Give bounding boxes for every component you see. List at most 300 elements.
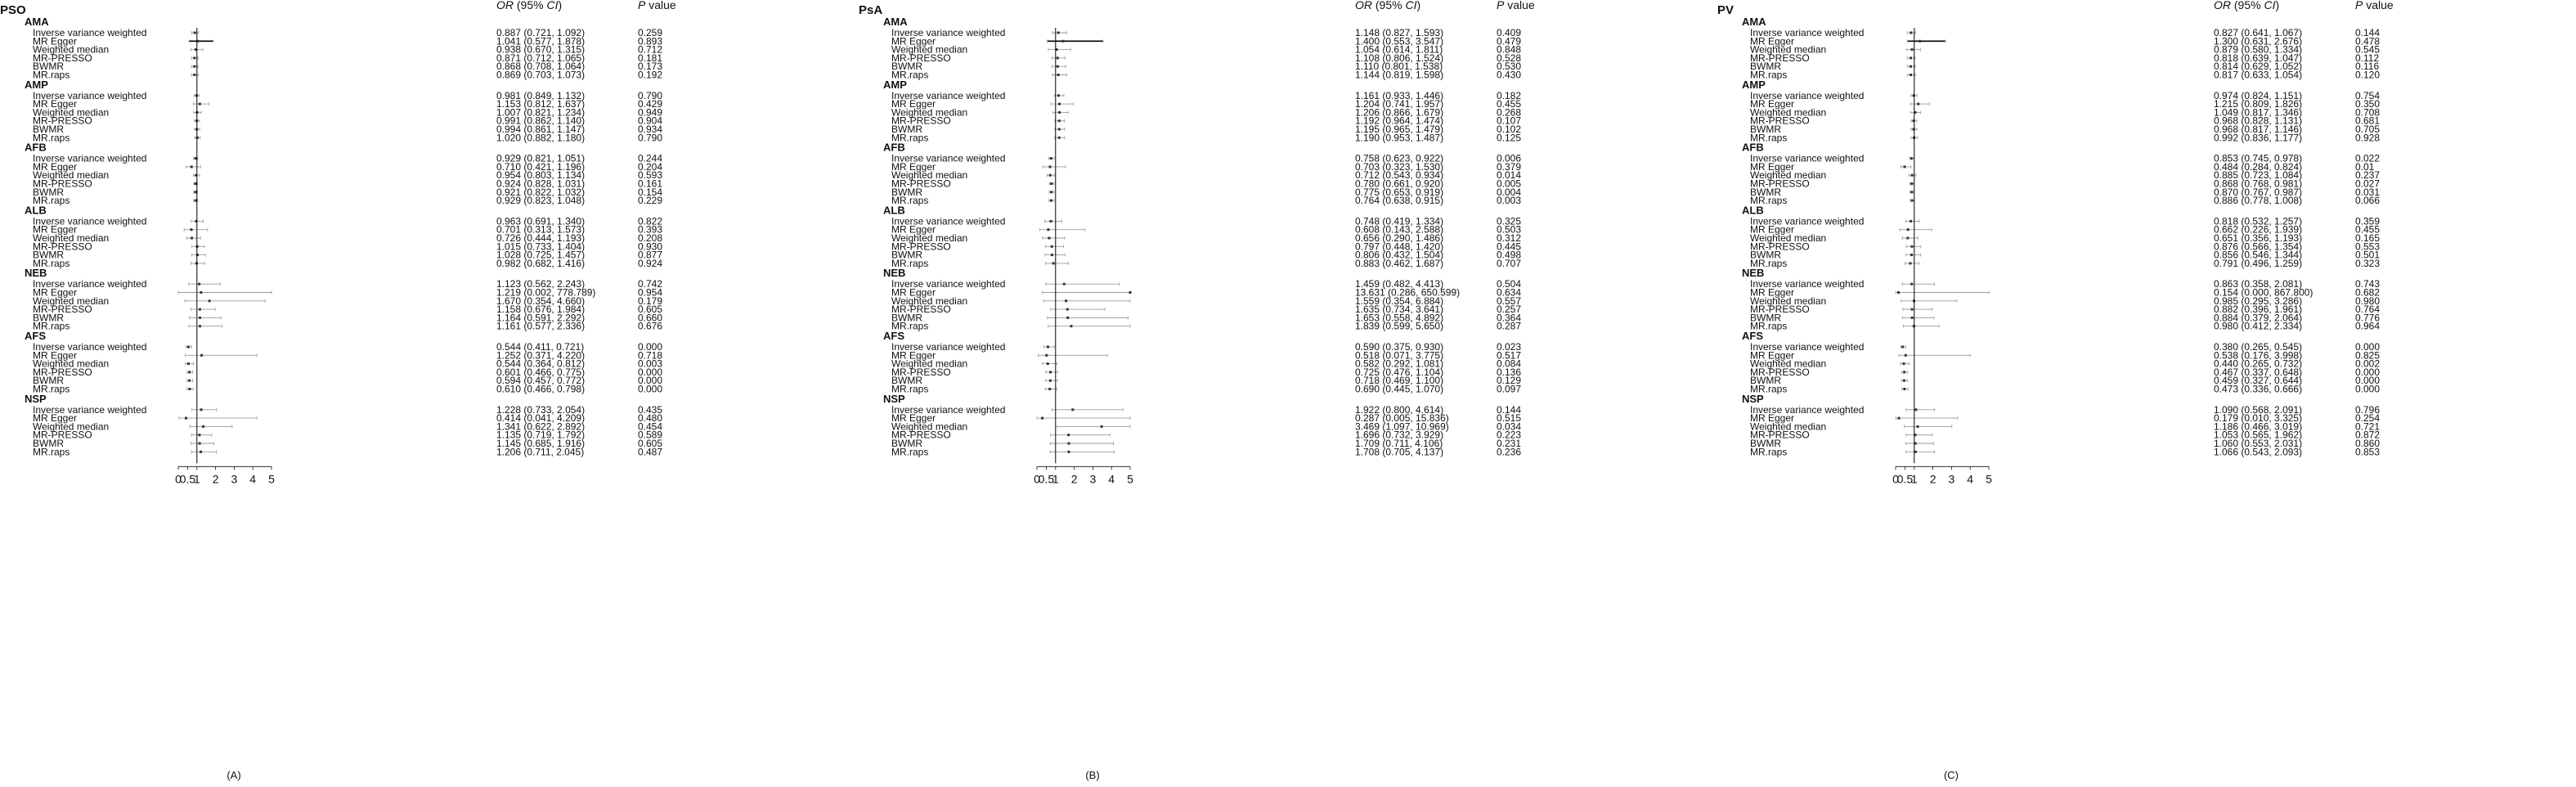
p-value: 0.754 [2355,89,2381,101]
p-value: 0.084 [1497,358,1522,370]
method-label: MR Egger [1750,349,1795,362]
or-point [1903,380,1905,382]
x-tick-label: 1 [1910,472,1918,486]
x-tick-label: 2 [1070,472,1078,486]
or-ci-value: 0.651 (0.356, 1.193) [2214,232,2303,244]
or-point [1050,182,1052,185]
p-value: 0.257 [1497,304,1522,316]
p-value: 0.796 [2355,403,2381,416]
column-header-or: OR (95% CI) [2214,0,2280,11]
p-value: 0.790 [638,89,663,101]
method-label: Weighted median [33,420,110,433]
or-ci-value: 0.827 (0.641, 1.067) [2214,27,2303,38]
method-label: MR-PRESSO [1750,304,1810,316]
method-label: Weighted median [33,295,110,307]
p-value: 0.000 [2355,366,2381,378]
or-ci-value: 1.144 (0.819, 1.598) [1355,69,1444,81]
p-value: 0.005 [1497,178,1522,190]
group-label-afs: AFS [1742,330,1763,342]
or-point [1910,191,1913,193]
method-label: MR.raps [33,320,70,332]
or-point [199,308,201,311]
p-value: 0.006 [1497,152,1522,164]
p-value: 0.712 [638,43,663,56]
or-ci-value: 0.985 (0.295, 3.286) [2214,295,2303,307]
method-label: Weighted median [891,43,968,56]
method-label: BWMR [1750,124,1781,135]
or-point [1067,434,1070,436]
method-label: Inverse variance weighted [1750,215,1865,227]
or-ci-value: 0.701 (0.313, 1.573) [496,223,586,236]
p-value: 0.002 [2355,358,2381,370]
p-value: 0.822 [638,215,663,227]
p-value: 0.000 [638,366,663,378]
p-value: 0.718 [638,349,663,362]
panel-caption: (C) [1943,769,1959,781]
p-value: 0.517 [1497,349,1522,362]
or-point [194,32,196,34]
or-point [1052,262,1055,264]
or-point [191,165,193,168]
or-point [200,354,203,357]
method-label: Weighted median [33,232,110,244]
method-label: BWMR [891,375,922,387]
or-point [1049,380,1052,382]
or-point [1904,165,1906,168]
p-value: 0.743 [2355,278,2381,290]
or-point [188,371,191,373]
p-value: 0.480 [638,412,663,425]
p-value: 0.223 [1497,429,1522,441]
p-value: 0.023 [1497,341,1522,353]
or-ci-value: 0.287 (0.005, 15.836) [1355,412,1449,425]
p-value: 0.254 [2355,412,2381,425]
method-label: Weighted median [1750,106,1827,119]
or-ci-value: 0.963 (0.691, 1.340) [496,215,586,227]
p-value: 0.479 [1497,35,1522,47]
or-point [1911,48,1914,51]
or-ci-value: 0.870 (0.767, 0.987) [2214,186,2303,198]
x-tick-label: 4 [1967,472,1974,486]
or-ci-value: 0.818 (0.532, 1.257) [2214,215,2303,227]
method-label: Inverse variance weighted [33,27,147,38]
or-point [198,434,200,436]
method-label: MR-PRESSO [891,115,951,127]
or-point [1067,451,1070,453]
method-label: MR.raps [33,69,70,81]
p-value: 0.949 [638,106,663,119]
or-point [187,346,190,349]
method-label: MR-PRESSO [33,178,92,190]
forest-panel-psa [859,0,1535,781]
or-point [193,56,195,59]
group-label-nsp: NSP [25,392,47,405]
method-label: MR Egger [1750,160,1795,173]
method-label: Inverse variance weighted [891,89,1006,101]
method-label: BWMR [33,61,64,73]
or-ci-value: 0.791 (0.496, 1.259) [2214,257,2303,269]
or-ci-value: 0.929 (0.821, 1.051) [496,152,586,164]
or-ci-value: 0.886 (0.778, 1.008) [2214,195,2303,207]
p-value: 0.173 [638,61,663,73]
or-ci-value: 1.670 (0.354, 4.660) [496,295,586,307]
or-point [1057,74,1060,76]
method-label: Weighted median [891,358,968,370]
or-point [1129,291,1132,294]
group-label-nsp: NSP [1742,392,1764,405]
method-label: BWMR [891,312,922,324]
or-point [1050,220,1052,223]
p-value: 0.000 [638,341,663,353]
or-point [195,182,197,185]
p-value: 0.605 [638,438,663,449]
method-label: MR-PRESSO [33,52,92,64]
or-point [1058,128,1061,131]
p-value: 0.003 [638,358,663,370]
p-value: 0.179 [638,295,663,307]
or-point [1910,56,1912,59]
or-ci-value: 1.300 (0.631, 2.676) [2214,35,2303,47]
method-label: MR-PRESSO [891,304,951,316]
p-value: 0.605 [638,304,663,316]
p-value: 0.530 [1497,61,1522,73]
p-value: 0.192 [638,69,663,81]
group-label-ama: AMA [25,16,49,28]
group-label-alb: ALB [883,204,905,217]
p-value: 0.893 [638,35,663,47]
method-label: MR.raps [891,69,929,81]
or-point [1049,174,1052,177]
or-ci-value: 0.817 (0.633, 1.054) [2214,69,2303,81]
method-label: Weighted median [1750,169,1827,182]
p-value: 0.764 [2355,304,2381,316]
p-value: 0.000 [638,383,663,395]
or-point [1903,362,1905,365]
or-ci-value: 0.154 (0.000, 867.800) [2214,286,2313,299]
or-point [1911,200,1914,202]
method-label: BWMR [891,124,922,135]
or-ci-value: 0.710 (0.421, 1.196) [496,160,586,173]
or-point [1065,299,1067,302]
or-point [1057,32,1060,34]
method-label: MR Egger [1750,35,1795,47]
or-ci-value: 0.868 (0.708, 1.064) [496,61,586,73]
or-point [200,408,202,411]
or-ci-value: 1.123 (0.562, 2.243) [496,278,586,290]
p-value: 0.000 [2355,375,2381,387]
p-value: 0.676 [638,320,663,332]
or-point [1906,237,1909,240]
method-label: MR Egger [33,349,78,362]
method-label: BWMR [891,186,922,198]
method-label: Inverse variance weighted [33,215,147,227]
method-label: MR.raps [1750,69,1788,81]
p-value: 0.154 [638,186,663,198]
method-label: Inverse variance weighted [891,278,1006,290]
x-tick-label: 0 [175,472,182,486]
or-ci-value: 1.341 (0.622, 2.892) [496,420,586,433]
x-tick-label: 0.5 [1896,472,1914,486]
or-ci-value: 0.440 (0.265, 0.732) [2214,358,2303,370]
or-ci-value: 0.179 (0.010, 3.325) [2214,412,2303,425]
or-ci-value: 1.219 (0.002, 778.789) [496,286,596,299]
column-header-p: P value [1497,0,1535,11]
method-label: MR Egger [33,412,78,425]
or-ci-value: 0.758 (0.623, 0.922) [1355,152,1444,164]
p-value: 0.455 [2355,223,2381,236]
p-value: 0.236 [1497,446,1522,458]
or-ci-value: 0.601 (0.466, 0.775) [496,366,586,378]
method-label: MR Egger [891,160,936,173]
method-label: MR.raps [891,383,929,395]
or-point [202,425,204,428]
x-tick-label: 5 [1986,472,1992,486]
or-ci-value: 1.192 (0.964, 1.474) [1355,115,1444,127]
or-ci-value: 0.459 (0.327, 0.644) [2214,375,2303,387]
method-label: MR Egger [1750,223,1795,236]
method-label: BWMR [1750,312,1781,324]
method-label: BWMR [1750,186,1781,198]
or-ci-value: 0.748 (0.419, 1.334) [1355,215,1444,227]
p-value: 0.445 [1497,241,1522,253]
p-value: 0.848 [1497,43,1522,56]
or-ci-value: 0.853 (0.745, 0.978) [2214,152,2303,164]
or-ci-value: 1.060 (0.553, 2.031) [2214,438,2303,449]
p-value: 0.964 [2355,320,2381,332]
method-label: Weighted median [1750,295,1827,307]
p-value: 0.593 [638,169,663,182]
method-label: Inverse variance weighted [33,341,147,353]
or-point [195,200,197,202]
or-ci-value: 0.725 (0.476, 1.104) [1355,366,1444,378]
method-label: Weighted median [33,106,110,119]
or-point [1903,388,1905,390]
x-tick-label: 3 [1089,472,1097,486]
or-ci-value: 0.879 (0.580, 1.334) [2214,43,2303,56]
or-ci-value: 1.215 (0.809, 1.826) [2214,98,2303,110]
or-ci-value: 0.380 (0.265, 0.545) [2214,341,2303,353]
group-label-alb: ALB [1742,204,1764,217]
or-point [199,103,201,106]
or-ci-value: 1.110 (0.801, 1.538) [1355,61,1443,73]
p-value: 0.107 [1497,115,1522,127]
p-value: 0.000 [2355,383,2381,395]
or-ci-value: 0.994 (0.861, 1.147) [496,124,586,135]
p-value: 0.515 [1497,412,1522,425]
or-point [1058,103,1061,106]
group-label-afs: AFS [883,330,904,342]
p-value: 0.528 [1497,52,1522,64]
method-label: Inverse variance weighted [33,152,147,164]
or-point [209,299,211,302]
method-label: MR-PRESSO [33,429,92,441]
or-ci-value: 1.696 (0.732, 3.929) [1355,429,1444,441]
or-ci-value: 1.135 (0.719, 1.792) [496,429,586,441]
p-value: 0.872 [2355,429,2381,441]
or-point [1057,56,1059,59]
or-ci-value: 0.718 (0.469, 1.100) [1355,375,1444,387]
x-tick-label: 3 [1948,472,1955,486]
p-value: 0.853 [2355,446,2381,458]
method-label: MR-PRESSO [33,304,92,316]
method-label: Weighted median [891,420,968,433]
or-ci-value: 1.400 (0.553, 3.547) [1355,35,1444,47]
or-point [1911,174,1914,177]
or-ci-value: 0.662 (0.226, 1.939) [2214,223,2303,236]
p-value: 0.165 [2355,232,2381,244]
method-label: MR Egger [33,160,78,173]
or-point [1910,182,1913,185]
method-label: MR.raps [33,257,70,269]
or-ci-value: 0.929 (0.823, 1.048) [496,195,586,207]
or-ci-value: 0.544 (0.411, 0.721) [496,341,585,353]
panel-caption: (B) [1085,769,1100,781]
or-ci-value: 1.145 (0.685, 1.916) [496,438,586,449]
or-point [1897,291,1900,294]
p-value: 0.325 [1497,215,1522,227]
p-value: 0.031 [2355,186,2381,198]
or-ci-value: 0.414 (0.041, 4.209) [496,412,586,425]
x-tick-label: 0 [1892,472,1899,486]
or-point [188,388,191,390]
p-value: 0.379 [1497,160,1522,173]
or-point [1910,32,1912,34]
or-ci-value: 1.204 (0.741, 1.957) [1355,98,1444,110]
p-value: 0.501 [2355,249,2381,261]
method-label: Weighted median [891,106,968,119]
p-value: 0.014 [1497,169,1522,182]
method-label: MR Egger [891,412,936,425]
p-value: 0.557 [1497,295,1522,307]
p-value: 0.066 [2355,195,2381,207]
method-label: MR.raps [33,132,70,144]
p-value: 0.776 [2355,312,2381,324]
method-label: MR Egger [891,98,936,110]
x-tick-label: 0.5 [1038,472,1055,486]
or-ci-value: 0.871 (0.712, 1.065) [496,52,586,64]
forest-panel-pso [0,0,676,781]
or-ci-value: 0.883 (0.462, 1.687) [1355,257,1444,269]
method-label: Weighted median [1750,358,1827,370]
or-ci-value: 1.108 (0.806, 1.524) [1355,52,1444,64]
or-point [1049,165,1052,168]
method-label: Weighted median [891,232,968,244]
or-point [194,191,196,193]
or-ci-value: 1.459 (0.482, 4.413) [1355,278,1444,290]
x-tick-label: 1 [1052,472,1059,486]
p-value: 0.860 [2355,438,2381,449]
p-value: 0.000 [2355,341,2381,353]
p-value: 0.204 [638,160,663,173]
or-ci-value: 13.631 (0.286, 650.599) [1355,286,1461,299]
forest-panel-pv [1717,0,2394,781]
method-label: MR.raps [891,195,929,207]
p-value: 0.003 [1497,195,1522,207]
method-label: BWMR [891,61,922,73]
method-label: MR.raps [891,132,929,144]
or-point [200,451,202,453]
or-point [1051,245,1053,248]
or-ci-value: 1.186 (0.466, 3.019) [2214,420,2303,433]
or-point [1071,408,1074,411]
method-label: MR.raps [1750,446,1788,458]
or-ci-value: 1.709 (0.711, 4.106) [1355,438,1443,449]
x-tick-label: 1 [193,472,200,486]
method-label: Weighted median [1750,232,1827,244]
or-point [1907,228,1910,231]
group-label-ama: AMA [883,16,908,28]
method-label: MR.raps [891,446,929,458]
method-label: Weighted median [33,169,110,182]
or-ci-value: 1.041 (0.577, 1.878) [496,35,586,47]
or-ci-value: 0.467 (0.337, 0.648) [2214,366,2303,378]
p-value: 0.545 [2355,43,2381,56]
group-label-afb: AFB [25,141,47,154]
method-label: MR.raps [33,195,70,207]
x-tick-label: 0.5 [179,472,196,486]
method-label: Inverse variance weighted [33,89,147,101]
method-label: MR-PRESSO [33,115,92,127]
group-label-afb: AFB [883,141,905,154]
p-value: 0.129 [1497,375,1522,387]
group-label-nsp: NSP [883,392,905,405]
p-value: 0.034 [1497,420,1522,433]
or-ci-value: 0.991 (0.862, 1.140) [496,115,586,127]
method-label: MR.raps [891,320,929,332]
or-ci-value: 1.049 (0.817, 1.346) [2214,106,2303,119]
or-ci-value: 1.839 (0.599, 5.650) [1355,320,1444,332]
method-label: MR-PRESSO [891,241,951,253]
p-value: 0.181 [638,52,663,64]
or-point [199,317,201,319]
group-label-neb: NEB [1742,267,1765,280]
p-value: 0.116 [2355,61,2380,73]
method-label: BWMR [33,124,64,135]
or-ci-value: 1.195 (0.965, 1.479) [1355,124,1444,135]
method-label: MR.raps [1750,320,1788,332]
method-label: Inverse variance weighted [1750,403,1865,416]
or-point [1047,362,1049,365]
method-label: MR Egger [33,35,78,47]
or-point [1917,425,1919,428]
p-value: 0.980 [2355,295,2381,307]
p-value: 0.237 [2355,169,2381,182]
p-value: 0.825 [2355,349,2381,362]
p-value: 0.229 [638,195,663,207]
column-header-or: OR (95% CI) [496,0,563,11]
or-ci-value: 0.712 (0.543, 0.934) [1355,169,1444,182]
or-point [1063,283,1066,286]
or-ci-value: 0.884 (0.379, 2.064) [2214,312,2303,324]
p-value: 0.120 [2355,69,2381,81]
column-header-p: P value [2355,0,2394,11]
method-label: MR Egger [891,35,936,47]
x-tick-label: 3 [231,472,238,486]
method-label: Inverse variance weighted [891,341,1006,353]
or-point [1910,262,1912,264]
or-point [1051,254,1053,256]
or-ci-value: 3.469 (1.097, 10.969) [1355,420,1449,433]
or-point [200,291,202,294]
or-ci-value: 0.981 (0.849, 1.132) [496,89,586,101]
or-point [1070,325,1072,327]
method-label: MR.raps [1750,383,1788,395]
x-tick-label: 0 [1034,472,1040,486]
or-point [198,283,200,286]
group-label-ama: AMA [1742,16,1766,28]
or-point [1049,371,1052,373]
method-label: Inverse variance weighted [891,27,1006,38]
